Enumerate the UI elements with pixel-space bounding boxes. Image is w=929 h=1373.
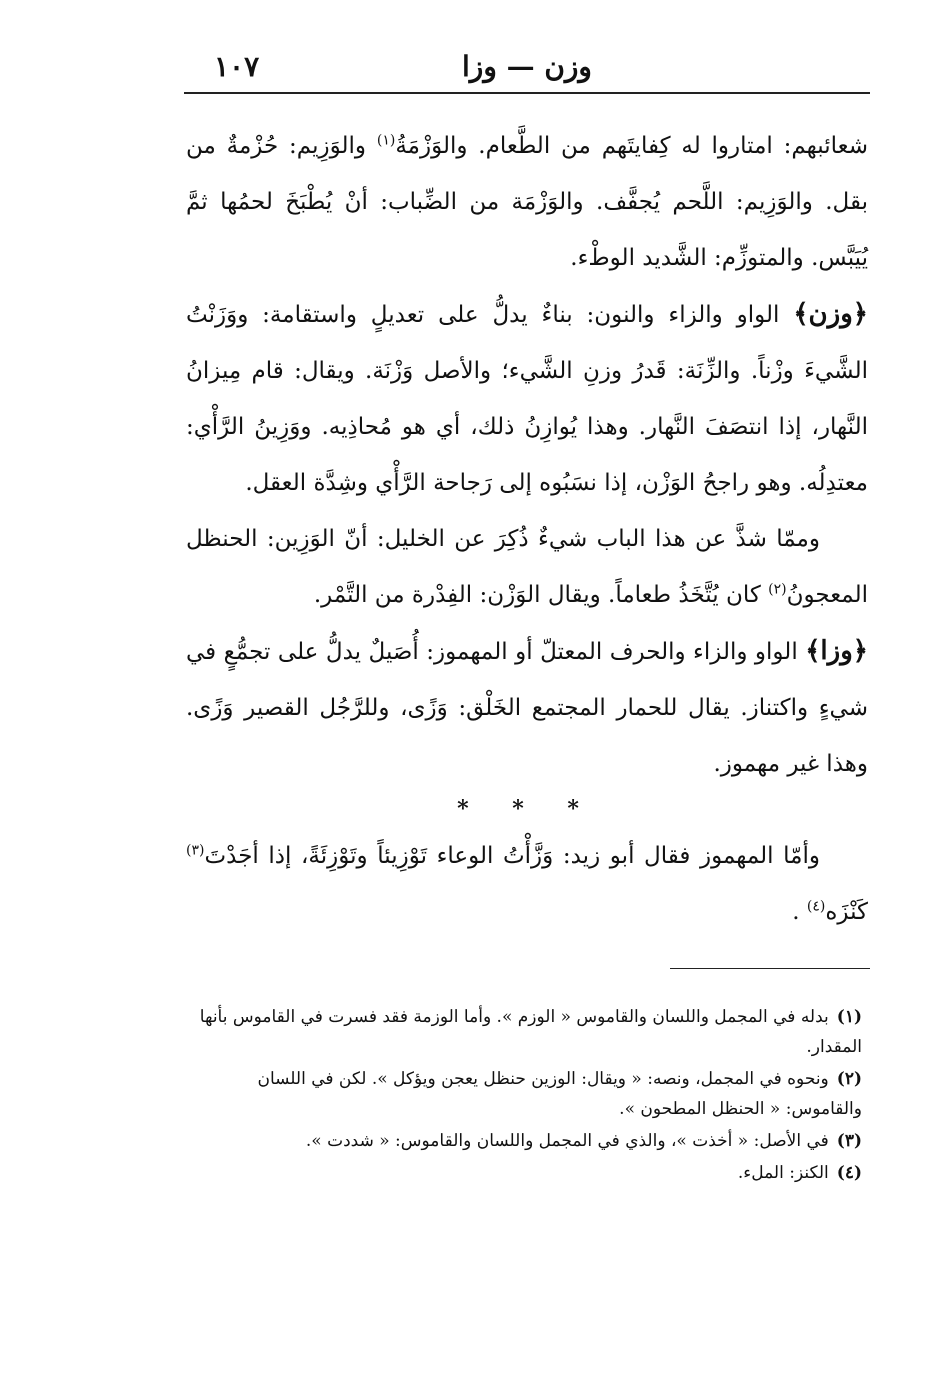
running-head bbox=[186, 42, 868, 90]
entry-text: الواو والزاء والحرف المعتلّ أو المهموز: أُصَيلٌ يدلُّ على تجمُّعٍ في شيءٍ واكتناز. يقال للحمار المجتمع الخَلْق: وَزًى، وللرَّجُل القصير وَزًى. وهذا غير مهموز. bbox=[186, 639, 868, 777]
page-number: ١٠٧ bbox=[214, 50, 260, 83]
footnote-rule bbox=[670, 968, 870, 969]
footnote bbox=[196, 1158, 862, 1188]
entry-wazn bbox=[186, 286, 868, 511]
footnote-ref-2: (٢) bbox=[768, 581, 787, 598]
footnote bbox=[196, 1064, 862, 1124]
text-run: والوَزِيم: حُزْمةٌ من بقل. والوَزِيم: اللَّحم يُجفَّف. والوَزْمَة من الضِّباب: أنْ يُطْبَخَ لحمُها ثمَّ يُيَبَّس. والمتوزِّم: الشَّديد الوطْء. bbox=[186, 133, 868, 271]
footnotes bbox=[196, 1002, 862, 1190]
text-run: . bbox=[792, 899, 807, 925]
entry-waza bbox=[186, 623, 868, 792]
footnote-number: (٤) bbox=[836, 1163, 862, 1183]
bracket-close: ﴾ bbox=[793, 299, 809, 329]
main-text-continued bbox=[186, 828, 868, 940]
main-text bbox=[186, 118, 868, 792]
footnote bbox=[196, 1126, 862, 1156]
footnote-ref-1: (١) bbox=[376, 132, 396, 149]
footnote bbox=[196, 1002, 862, 1062]
text-run: كَنْزَه bbox=[825, 899, 868, 925]
paragraph-shadh bbox=[186, 511, 868, 623]
entry-text: الواو والزاء والنون: بناءٌ يدلُّ على تعديلٍ واستقامة: ووَزَنْتُ الشَّيءَ وزْناً. والزِّنَة: قَدرُ وزنِ الشَّيء؛ والأصل وَزْنَة. ويقال: قام مِيزانُ النَّهار، إذا انتصَفَ النَّهار. وهذا يُوازِنُ ذلك، أي هو مُحاذِيه. ووَزِينُ الرَّأْي: معتدِلُه. وهو راجحُ الوَزْن، إذا نسَبُوه إلى رَجاحة الرَّأْي وشِدَّة العقل. bbox=[186, 302, 868, 496]
bracket-close: ﴾ bbox=[805, 636, 821, 666]
footnote-text: بدله في المجمل واللسان والقاموس « الوزم ». وأما الوزمة فقد فسرت في القاموس بأنها المقدار. bbox=[199, 1007, 862, 1057]
text-run: وأمّا المهموز فقال أبو زيد: وَزَّأْتُ الوعاء تَوْزِيئاً وتَوْزِئَةً، إذا أجَدْتَ bbox=[204, 843, 820, 869]
headword-waza: وزا bbox=[820, 636, 853, 666]
bracket-open: ﴿ bbox=[852, 299, 868, 329]
footnote-number: (٢) bbox=[836, 1069, 862, 1089]
text-run: وممّا شذَّ عن هذا الباب شيءٌ ذُكِرَ عن الخليل: أنّ الوَزِين: الحنظل المعجونُ bbox=[186, 526, 868, 608]
headword-wazn: وزن bbox=[808, 299, 853, 329]
footnote-ref-4: (٤) bbox=[806, 898, 826, 915]
section-separator: * * * bbox=[457, 796, 597, 822]
paragraph-mahmuz bbox=[186, 828, 868, 940]
footnote-text: ونحوه في المجمل، ونصه: « ويقال: الوزين حنظل يعجن ويؤكل ». لكن في اللسان والقاموس: « الحنظل المطحون ». bbox=[257, 1069, 862, 1119]
text-run: شعائبهم: امتاروا له كِفايتَهم من الطَّعام. والوَزْمَةُ bbox=[395, 133, 869, 159]
footnote-number: (٣) bbox=[836, 1131, 862, 1151]
footnote-ref-3: (٣) bbox=[186, 842, 205, 859]
bracket-open: ﴿ bbox=[852, 636, 868, 666]
footnote-text: في الأصل: « أخذت »، والذي في المجمل واللسان والقاموس: « شددت ». bbox=[305, 1131, 829, 1151]
footnote-number: (١) bbox=[836, 1007, 862, 1027]
header-rule bbox=[184, 92, 870, 94]
footnote-text: الكنز: الملء. bbox=[737, 1163, 829, 1183]
paragraph-wazm bbox=[186, 118, 868, 286]
running-title: وزن — وزا bbox=[462, 50, 592, 83]
text-run: كان يُتَّخَذُ طعاماً. ويقال الوَزْن: الفِدْرة من التَّمْر. bbox=[313, 582, 769, 608]
